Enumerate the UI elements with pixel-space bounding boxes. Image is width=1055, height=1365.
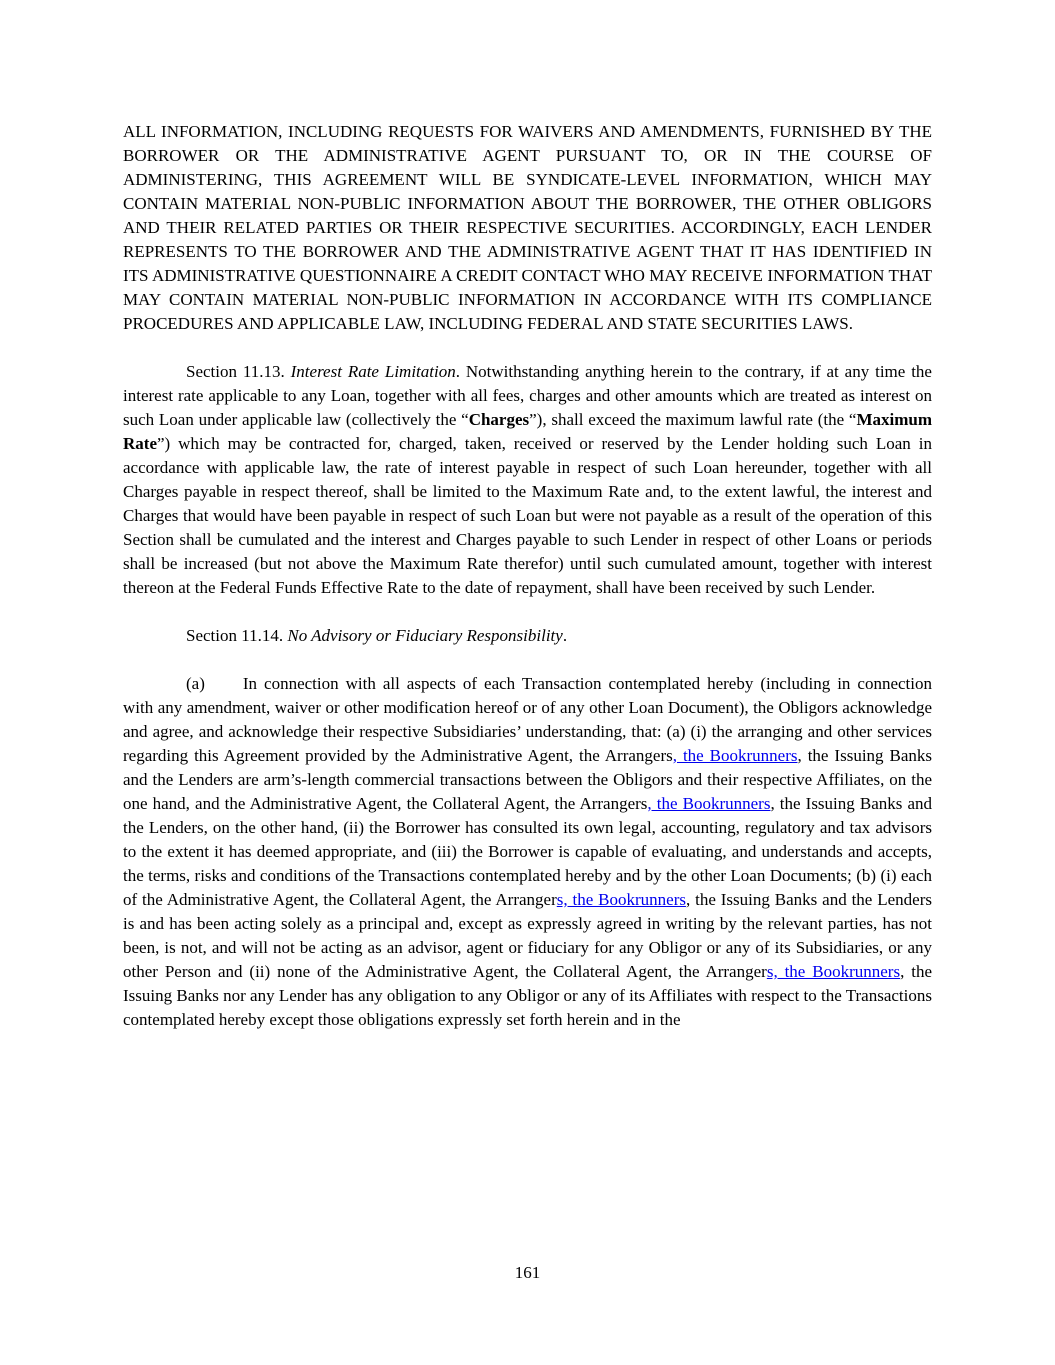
text-segment: ”) which may be contracted for, charged, taken, received or reserved by the Lender holding such Loan in accordance with applicable law, the rate of interest payable in respect of such Loan hereunder, together with all Charges payable in respect thereof, shall be limited to the Maximum Rate and, to the extent lawful, the interest and Charges that would have been payable in respect of such Loan but were not payable as a result of the operation of this Section shall be cumulated and the interest and Charges payable to such Lender in respect of other Loans or periods shall be increased (but not above the Maximum Rate therefor) until such cumulated amount, together with interest thereon at the Federal Funds Effective Rate to the date of repayment, shall have been received by such Lender. <box>123 434 932 597</box>
tab-spacer <box>205 672 243 696</box>
syndicate-level-information-notice <box>123 120 932 336</box>
section-11-14-heading <box>123 624 932 648</box>
inserted-text: s, the Bookrunners <box>556 890 686 909</box>
text-segment: Charges <box>468 410 530 429</box>
text-segment: Section 11.14. <box>186 626 288 645</box>
text-segment: , the Issuing Banks and the Lenders, on the other hand, (ii) the Borrower has consulted its own legal, accounting, regulatory and tax advisors to the extent it has deemed appropriate, and (iii) the Borrower is capable of evaluating, and understands and accepts, the terms, risks and conditions of the Transactions contemplated hereby and by the other Loan Documents; (b) (i) each of the Administrative Agent, the Collateral Agent, the Arranger <box>123 794 932 909</box>
text-segment: (a) <box>186 674 205 693</box>
text-segment: No Advisory or Fiduciary Responsibility <box>287 626 563 645</box>
text-segment: ALL INFORMATION, INCLUDING REQUESTS FOR WAIVERS AND AMENDMENTS, FURNISHED BY THE BORROWER OR THE ADMINISTRATIVE AGENT PURSUANT TO, OR IN THE COURSE OF ADMINISTERING, THIS AGREEMENT WILL BE SYNDICATE-LEVEL INFORMATION, WHICH MAY CONTAIN MATERIAL NON-PUBLIC INFORMATION ABOUT THE BORROWER, THE OTHER OBLIGORS AND THEIR RELATED PARTIES OR THEIR RESPECTIVE SECURITIES. ACCORDINGLY, EACH LENDER REPRESENTS TO THE BORROWER AND THE ADMINISTRATIVE AGENT THAT IT HAS IDENTIFIED IN ITS ADMINISTRATIVE QUESTIONNAIRE A CREDIT CONTACT WHO MAY RECEIVE INFORMATION THAT MAY CONTAIN MATERIAL NON-PUBLIC INFORMATION IN ACCORDANCE WITH ITS COMPLIANCE PROCEDURES AND APPLICABLE LAW, INCLUDING FEDERAL AND STATE SECURITIES LAWS. <box>123 122 932 333</box>
document-body <box>123 120 932 1032</box>
text-segment: Section 11.13. <box>186 362 291 381</box>
section-11-13-interest-rate-limitation <box>123 360 932 600</box>
text-segment: , the Issuing Banks and the Lenders is and has been acting solely as a principal and, except as expressly agreed in writing by the relevant parties, has not been, is not, and will not be acting as an advisor, agent or fiduciary for any Obligor or any of its Subsidiaries, or any other Person and (ii) none of the Administrative Agent, the Collateral Agent, the Arranger <box>123 890 932 981</box>
text-segment: In connection with all aspects of each Transaction contemplated hereby (including in connection with any amendment, waiver or other modification hereof or of any other Loan Document), the Obligors acknowledge and agree, and acknowledge their respective Subsidiaries’ understanding, that: (a) (i) the arranging and other services regarding this Agreement provided by the Administrative Agent, the Arrangers <box>123 674 932 765</box>
text-segment: ”), shall exceed the maximum lawful rate (the “ <box>529 410 857 429</box>
text-segment: . <box>562 626 568 645</box>
inserted-text: , the Bookrunners <box>647 794 771 813</box>
inserted-text: , the Bookrunners <box>672 746 798 765</box>
inserted-text: s, the Bookrunners <box>766 962 901 981</box>
text-segment: . Notwithstanding anything herein to the contrary, if at any time the interest rate applicable to any Loan, together with all fees, charges and other amounts which are treated as interest on such Loan under applicable law (collectively the “ <box>123 362 932 429</box>
text-segment: Maximum Rate <box>123 410 932 453</box>
page-number: 161 <box>514 1263 541 1282</box>
text-segment: , the Issuing Banks nor any Lender has any obligation to any Obligor or any of its Affiliates with respect to the Transactions contemplated hereby except those obligations expressly set forth herein and in the <box>123 962 932 1029</box>
section-11-14-paragraph-a <box>123 672 932 1032</box>
text-segment: , the Issuing Banks and the Lenders are arm’s-length commercial transactions between the Obligors and their respective Affiliates, on the one hand, and the Administrative Agent, the Collateral Agent, the Arrangers <box>123 746 932 813</box>
text-segment: Interest Rate Limitation <box>290 362 456 381</box>
